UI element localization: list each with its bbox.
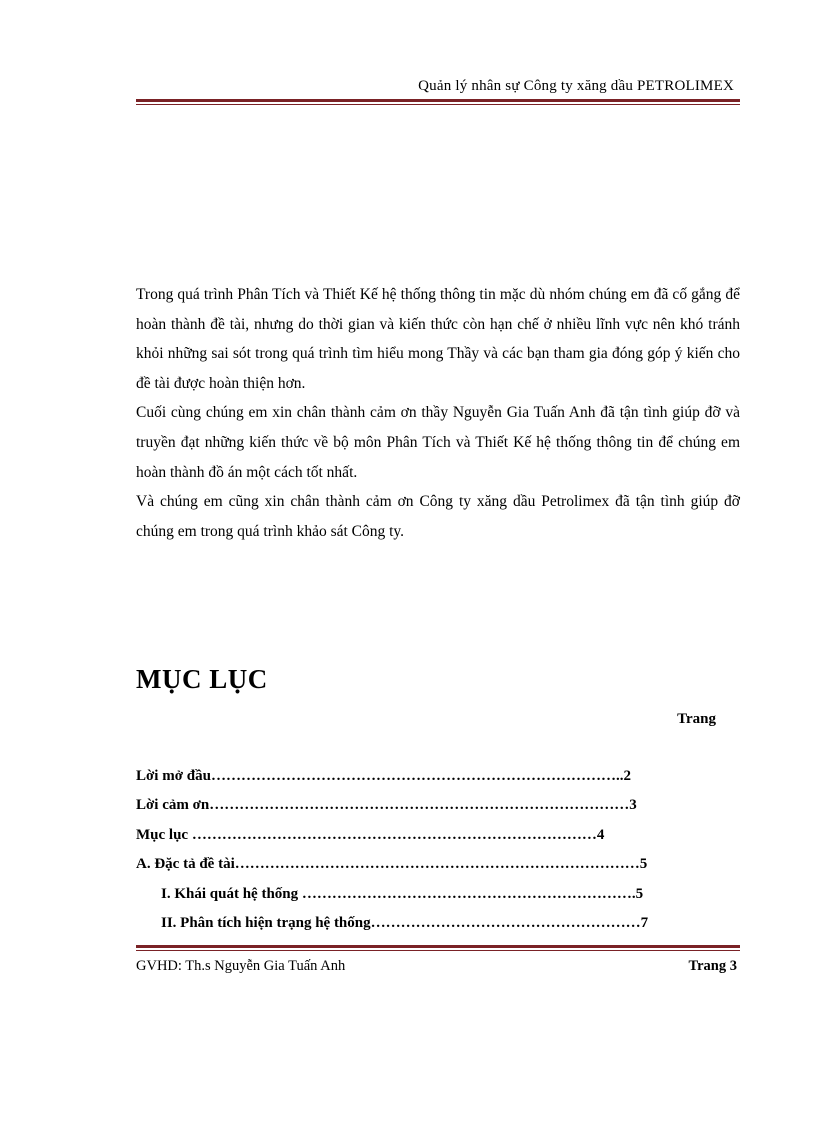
footer-rule bbox=[136, 945, 740, 951]
toc-entry-dac-ta-de-tai[interactable] bbox=[136, 856, 736, 885]
header-rule-thick bbox=[136, 99, 740, 102]
toc-entry-loi-cam-on[interactable] bbox=[136, 797, 736, 826]
header-rule-thin bbox=[136, 104, 740, 105]
toc-title: MỤC LỤC bbox=[136, 664, 268, 694]
footer-rule-thin bbox=[136, 950, 740, 951]
header-rule bbox=[136, 99, 740, 105]
toc-entry-text: Lời cảm ơn…………………………………………………………………………3 bbox=[136, 797, 637, 814]
toc-entry-text: A. Đặc tả đề tài………………………………………………………………………5 bbox=[136, 856, 648, 873]
header-title: Quản lý nhân sự Công ty xăng dầu PETROLIMEX bbox=[418, 78, 734, 94]
acknowledgement-text bbox=[136, 280, 740, 546]
toc-entry-text: Mục lục ………………………………………………………………………4 bbox=[136, 826, 605, 843]
toc-entry-text: Lời mở đầu………………………………………………………………………..2 bbox=[136, 768, 631, 784]
toc-entry-loi-mo-dau[interactable] bbox=[136, 768, 736, 797]
acknowledgement-paragraph-3: Và chúng em cũng xin chân thành cảm ơn Công ty xăng dầu Petrolimex đã tận tình giúp đỡ chúng em trong quá trình khảo sát Công ty. bbox=[136, 493, 740, 540]
toc-entry-text: II. Phân tích hiện trạng hệ thống………………………………………………7 bbox=[161, 914, 649, 931]
toc-page-label: Trang bbox=[677, 711, 716, 727]
acknowledgement-paragraph-1: Trong quá trình Phân Tích và Thiết Kế hệ thống thông tin mặc dù nhóm chúng em đã cố gắng để hoàn thành đề tài, nhưng do thời gian và kiến thức còn hạn chế ở nhiều lĩnh vực nên khó tránh khỏi những sai sót trong quá trình tìm hiểu mong Thầy và các bạn tham gia đóng góp ý kiến cho đề tài được hoàn thiện hơn. bbox=[136, 286, 740, 392]
toc-list bbox=[136, 768, 736, 944]
acknowledgement-paragraph-2: Cuối cùng chúng em xin chân thành cảm ơn thầy Nguyễn Gia Tuấn Anh đã tận tình giúp đỡ và truyền đạt những kiến thức về bộ môn Phân Tích và Thiết Kế hệ thống thông tin để chúng em hoàn thành đồ án một cách tốt nhất. bbox=[136, 404, 740, 481]
footer-instructor: GVHD: Th.s Nguyễn Gia Tuấn Anh bbox=[136, 958, 346, 974]
footer-rule-thick bbox=[136, 945, 740, 948]
footer-page-number: Trang 3 bbox=[688, 958, 737, 974]
toc-entry-phan-tich-hien-trang[interactable] bbox=[136, 915, 736, 944]
toc-entry-text: I. Khái quát hệ thống ………………………………………………………….5 bbox=[161, 885, 644, 902]
toc-entry-khai-quat-he-thong[interactable] bbox=[136, 886, 736, 915]
toc-entry-muc-luc[interactable] bbox=[136, 827, 736, 856]
